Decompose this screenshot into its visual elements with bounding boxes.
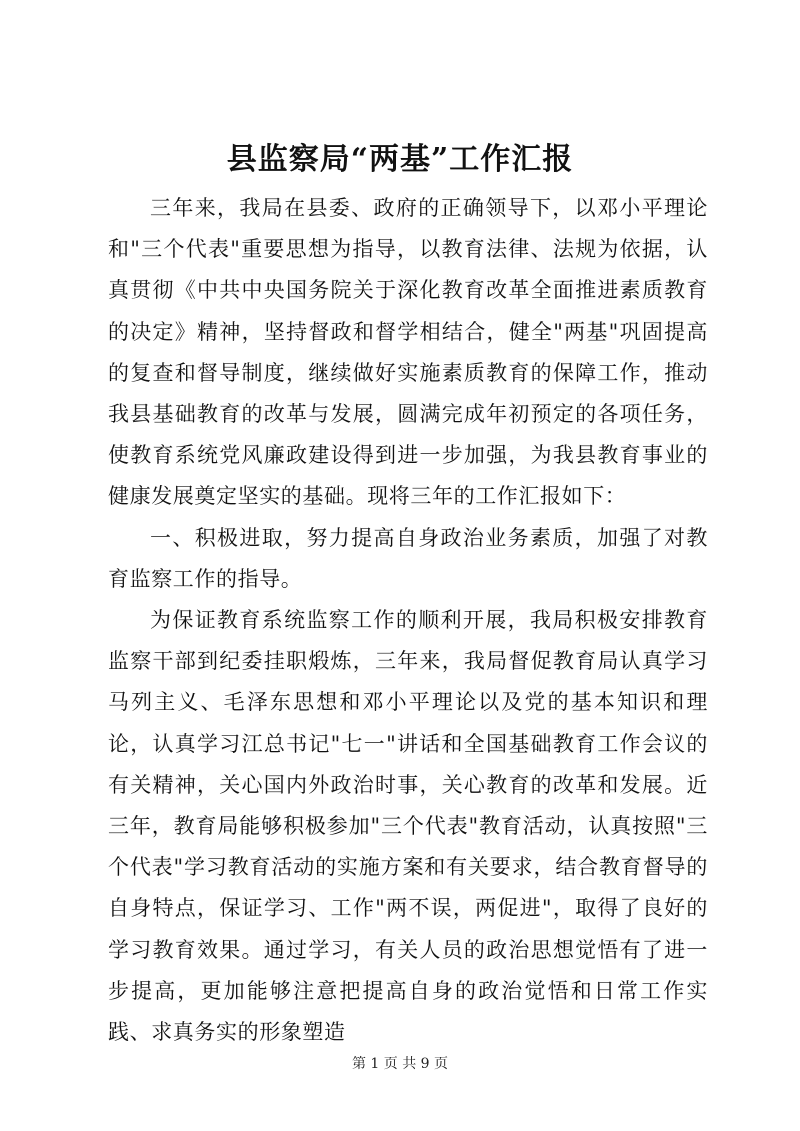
- paragraph-section-heading-1: 一、积极进取，努力提高自身政治业务素质，加强了对教育监察工作的指导。: [108, 525, 708, 591]
- paragraph-intro: 三年来，我局在县委、政府的正确领导下，以邓小平理论和"三个代表"重要思想为指导，以教育法律、法规为依据，认真贯彻《中共中央国务院关于深化教育改革全面推进素质教育的决定》精神，坚持督政和督学相结合，健全"两基"巩固提高的复查和督导制度，继续做好实施素质教育的保障工作，推动我县基础教育的改革与发展，圆满完成年初预定的各项任务，使教育系统党风廉政建设得到进一步加强，为我县教育事业的健康发展奠定坚实的基础。现将三年的工作汇报如下：: [108, 196, 708, 509]
- document-body: [108, 188, 708, 1053]
- page-number-footer: 第 1 页 共 9 页: [351, 1056, 449, 1072]
- paragraph-section-1-body: 为保证教育系统监察工作的顺利开展，我局积极安排教育监察干部到纪委挂职煅炼，三年来，我局督促教育局认真学习马列主义、毛泽东思想和邓小平理论以及党的基本知识和理论，认真学习江总书记"七一"讲话和全国基础教育工作会议的有关精神，关心国内外政治时事，关心教育的改革和发展。近三年，教育局能够积极参加"三个代表"教育活动，认真按照"三个代表"学习教育活动的实施方案和有关要求，结合教育督导的自身特点，保证学习、工作"两不误，两促进"，取得了良好的学习教育效果。通过学习，有关人员的政治思想觉悟有了进一步提高，更加能够注意把提高自身的政治觉悟和日常工作实践、求真务实的形象塑造: [108, 608, 708, 1045]
- document-title: 县监察局“两基”工作汇报: [226, 142, 574, 177]
